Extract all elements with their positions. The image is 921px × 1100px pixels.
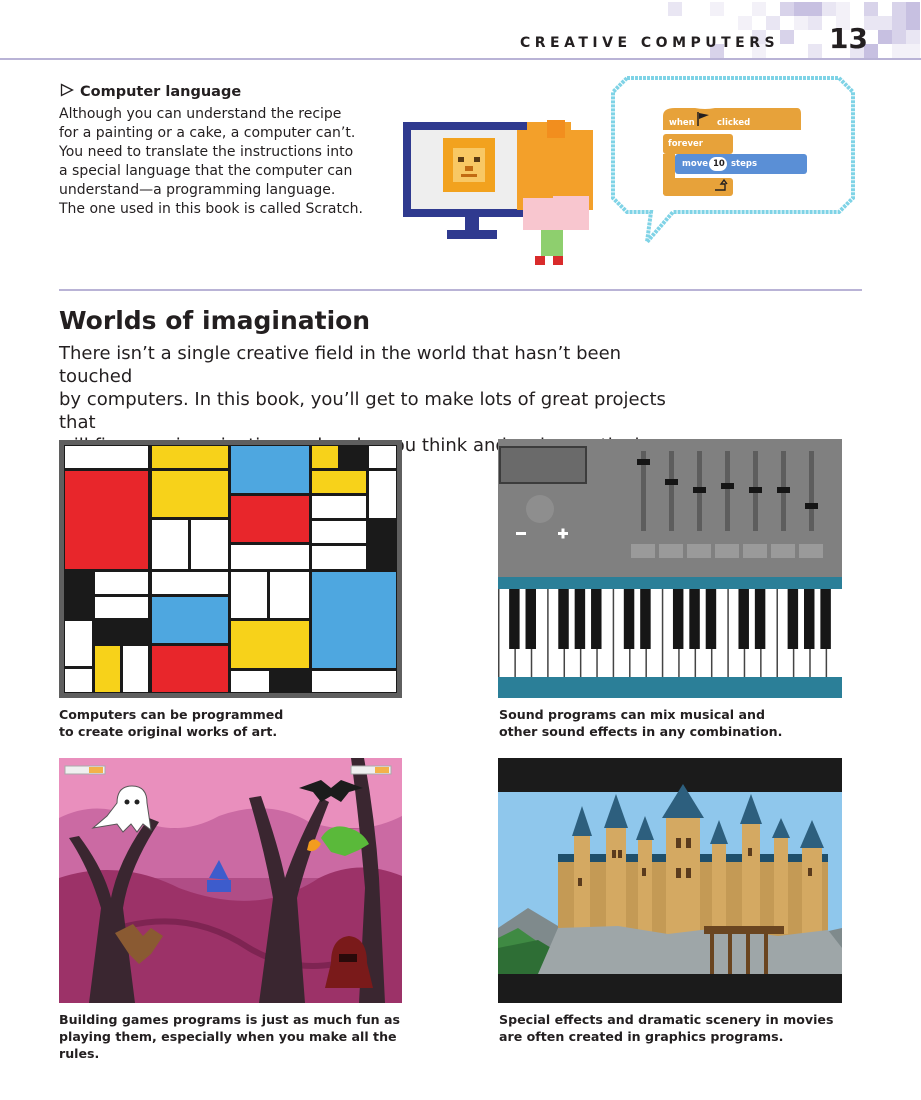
block-steps-value: 10: [713, 159, 725, 169]
black-key: [558, 589, 568, 649]
art-caption: Computers can be programmed to create original works of art.: [59, 707, 284, 739]
black-key: [575, 589, 585, 649]
black-key: [755, 589, 765, 649]
slider-track: [725, 451, 730, 531]
sound-caption: Sound programs can mix musical and other sound effects in any combination.: [499, 707, 783, 739]
black-key: [706, 589, 716, 649]
triangle-pointer-icon: [60, 83, 74, 97]
computer-language-heading: [60, 83, 241, 100]
white-key-divider: [727, 589, 729, 677]
block-steps-label: steps: [731, 159, 758, 169]
slider-track: [809, 451, 814, 531]
black-key: [820, 589, 830, 649]
synthesizer-figure: [498, 439, 842, 698]
game-scene-figure: [59, 758, 402, 1003]
slider-pad: [659, 544, 683, 558]
slider-pad: [799, 544, 823, 558]
slider-knob: [749, 487, 762, 493]
slider-knob: [637, 459, 650, 465]
white-key-divider: [662, 589, 664, 677]
scratch-illustration: [395, 70, 865, 280]
mondrian-painting-figure: [59, 440, 402, 698]
block-clicked-label: clicked: [717, 118, 751, 128]
slider-pad: [743, 544, 767, 558]
black-key: [591, 589, 601, 649]
slider-pad: [715, 544, 739, 558]
castle-scene-icon: [498, 758, 842, 1003]
section-body: There isn’t a single creative field in the world that hasn’t been touched by computers. In this book, you’ll get to make lots of great projects that think and: [59, 343, 666, 456]
black-key: [689, 589, 699, 649]
slider-pad: [631, 544, 655, 558]
block-move-label: move: [682, 159, 709, 169]
black-key: [788, 589, 798, 649]
slider-knob: [721, 483, 734, 489]
black-key: [624, 589, 634, 649]
section-rule: [59, 289, 862, 291]
slider-knob: [777, 487, 790, 493]
black-key: [526, 589, 536, 649]
slider-track: [669, 451, 674, 531]
block-forever-label: forever: [668, 139, 703, 149]
black-key: [640, 589, 650, 649]
section-title: Worlds of imagination: [59, 306, 371, 335]
mondrian-painting-icon: [59, 440, 402, 698]
movies-caption: Special effects and dramatic scenery in movies are often created in graphics programs.: [499, 1012, 834, 1044]
black-key: [804, 589, 814, 649]
running-head: CREATIVE COMPUTERS: [520, 35, 780, 51]
synthesizer-keyboard-icon: [498, 439, 842, 698]
header-rule: [0, 58, 921, 60]
slider-pad: [687, 544, 711, 558]
person-icon: [517, 120, 593, 265]
page-number: 13: [829, 22, 868, 55]
white-key-divider: [776, 589, 778, 677]
black-key: [673, 589, 683, 649]
computer-language-title: Computer language: [80, 84, 242, 100]
slider-knob: [693, 487, 706, 493]
slider-knob: [665, 479, 678, 485]
slider-pad: [771, 544, 795, 558]
white-key-divider: [613, 589, 615, 677]
block-when-label: when: [669, 118, 695, 128]
computer-language-body: Although you can understand the recipe for a painting or a cake, a computer can’t. You need to translate the instructions into a special language that the computer can understand—a programming language. The one used in this book is called Scratch.: [59, 106, 363, 217]
black-key: [738, 589, 748, 649]
white-key-divider: [547, 589, 549, 677]
header-pixel-pattern: [640, 0, 921, 60]
castle-scene-figure: [498, 758, 842, 1003]
black-key: [509, 589, 519, 649]
games-caption: Building games programs is just as much fun as playing them, especially when you make all the rules.: [59, 1012, 401, 1061]
white-key-divider: [498, 589, 500, 677]
slider-knob: [805, 503, 818, 509]
spooky-forest-game-icon: [59, 758, 402, 1003]
